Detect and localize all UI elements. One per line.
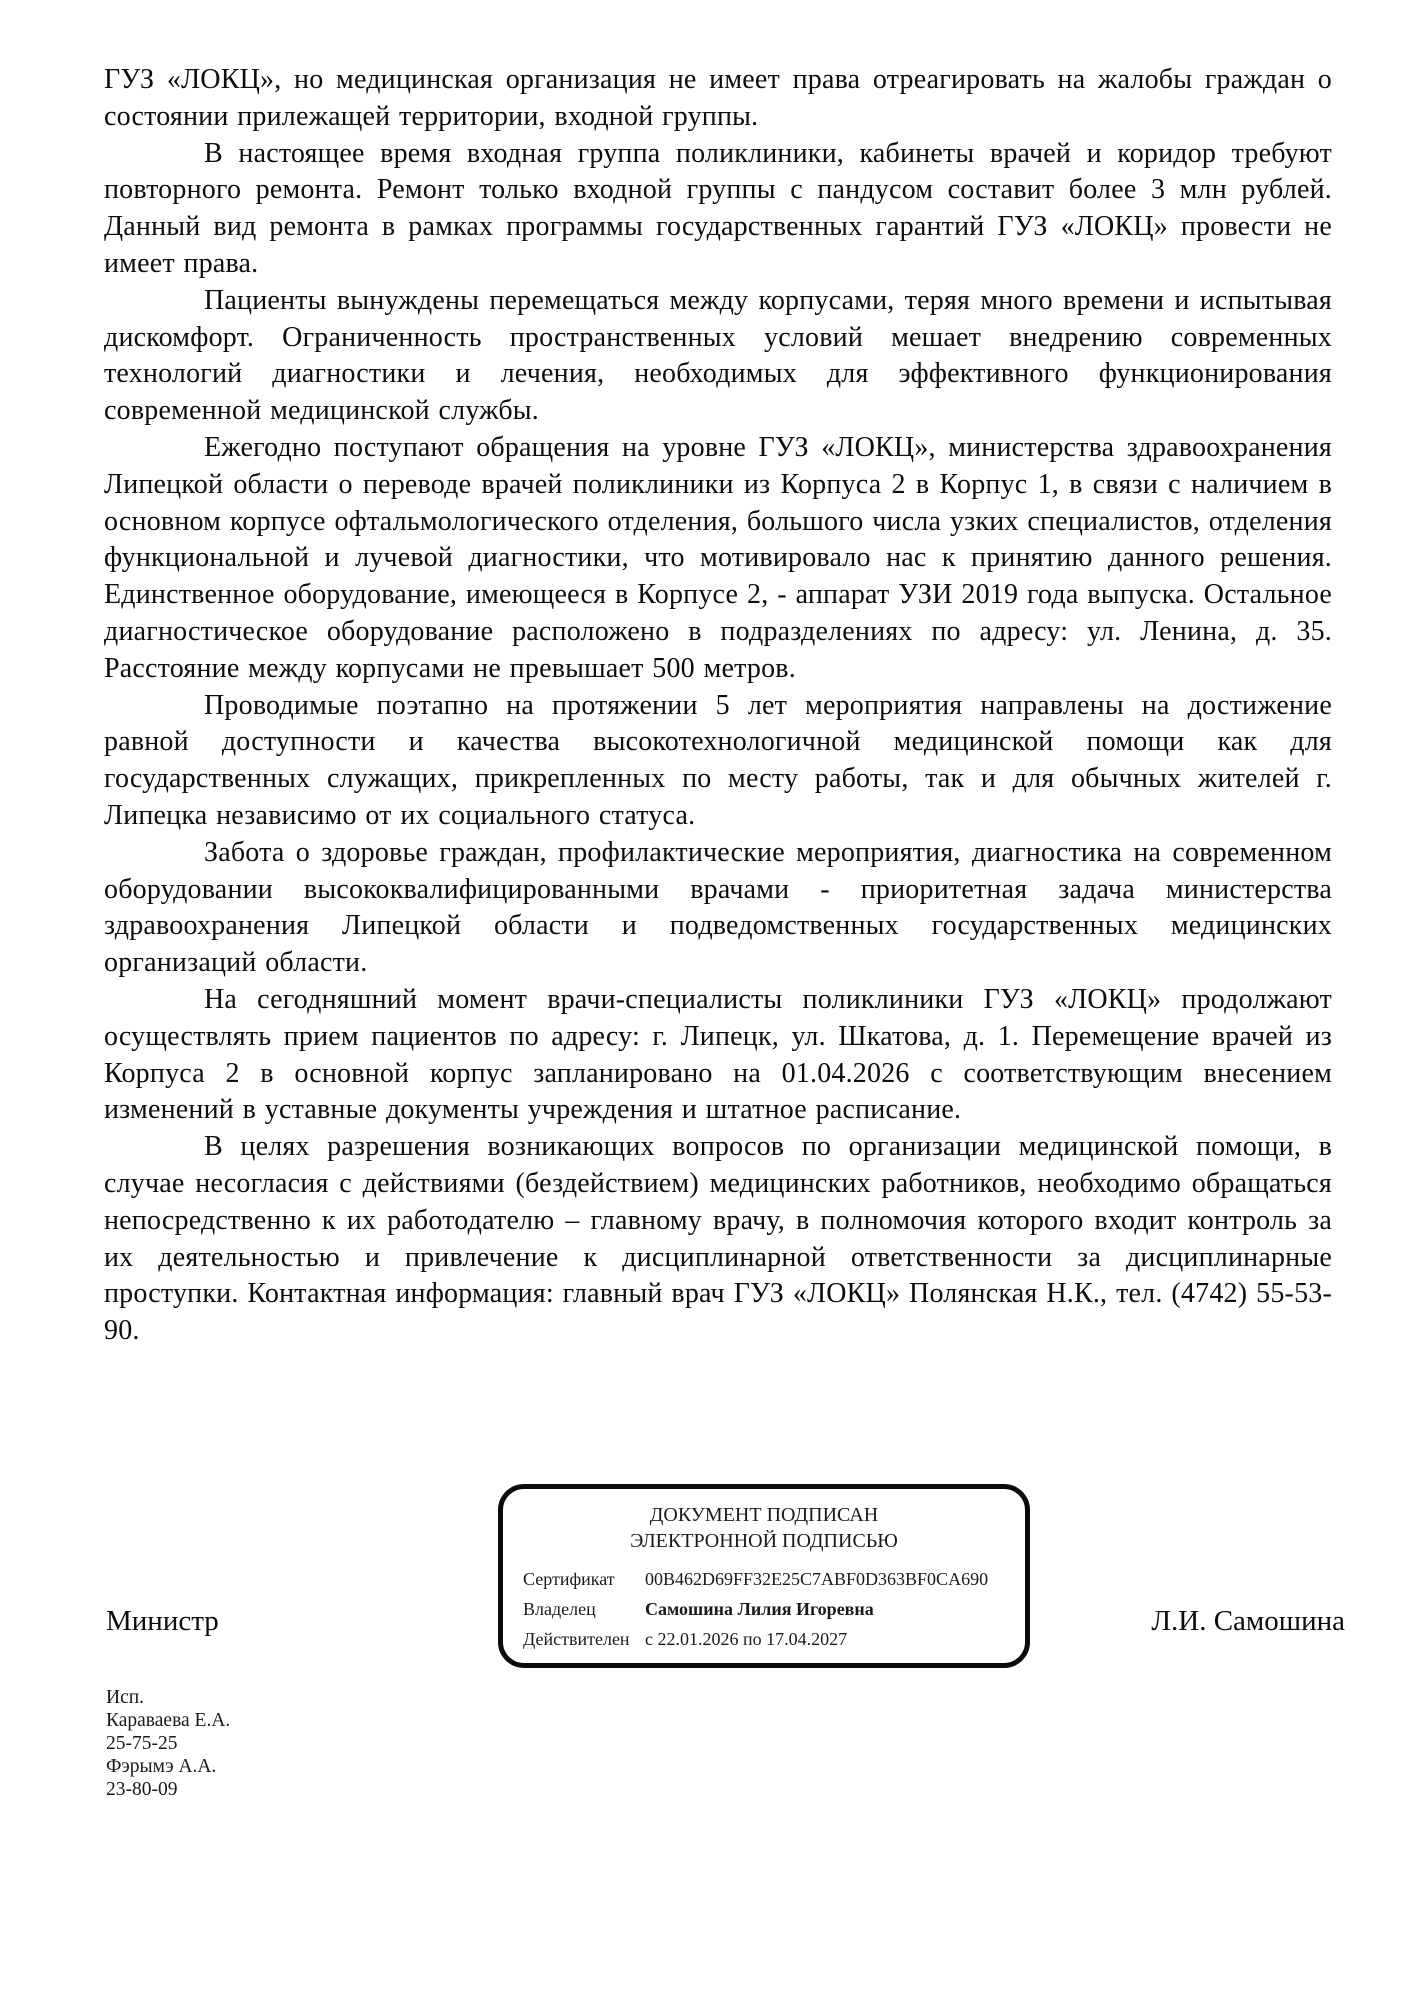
stamp-title bbox=[503, 1502, 1025, 1554]
stamp-validity-row bbox=[523, 1629, 1011, 1649]
executor-block bbox=[106, 1686, 230, 1801]
body-paragraph: Пациенты вынуждены перемещаться между корпусами, теряя много времени и испытывая дискомфорт. Ограниченность пространственных условий мешает внедрению современных технологий диагностики и лечения, необходимых для эффективного функционирования современной медицинской службы. bbox=[104, 284, 1332, 427]
body-paragraph: В целях разрешения возникающих вопросов по организации медицинской помощи, в случае несогласия с действиями (бездействием) медицинских работников, необходимо обращаться непосредственно к их работодателю – главному врачу, в полномочия которого входит контроль за их деятельностью и привлечение к дисциплинарной ответственности за дисциплинарные проступки. Контактная информация: главный врач ГУЗ «ЛОКЦ» Полянская Н.К., тел. (4742) 55-53-90. bbox=[104, 1131, 1332, 1347]
stamp-details bbox=[523, 1569, 1011, 1649]
executor-name: Фэрымэ А.А. bbox=[106, 1756, 217, 1777]
stamp-certificate-label: Сертификат bbox=[523, 1569, 615, 1589]
stamp-title-line2: ЭЛЕКТРОННОЙ ПОДПИСЬЮ bbox=[630, 1530, 898, 1552]
executor-phone: 23-80-09 bbox=[106, 1779, 178, 1800]
body-paragraph: ГУЗ «ЛОКЦ», но медицинская организация не имеет права отреагировать на жалобы граждан о состоянии прилежащей территории, входной группы. bbox=[104, 64, 1332, 132]
stamp-validity-label: Действителен bbox=[523, 1629, 630, 1649]
signer-position-label: Министр bbox=[106, 1605, 219, 1637]
executor-name: Караваева Е.А. bbox=[106, 1710, 231, 1731]
stamp-owner-value: Самошина Лилия Игоревна bbox=[645, 1599, 874, 1619]
signer-name: Л.И. Самошина bbox=[1151, 1605, 1345, 1637]
body-paragraph: Забота о здоровье граждан, профилактические мероприятия, диагностика на современном оборудовании высококвалифицированными врачами - приоритетная задача министерства здравоохранения Липецкой области и подведомственных государственных медицинских организаций области. bbox=[104, 836, 1332, 979]
body-paragraph: Ежегодно поступают обращения на уровне ГУЗ «ЛОКЦ», министерства здравоохранения Липецкой области о переводе врачей поликлиники из Корпуса 2 в Корпус 1, в связи с наличием в основном корпусе офтальмологического отделения, большого числа узких специалистов, отделения функциональной и лучевой диагностики, что мотивировало нас к принятию данного решения. Единственное оборудование, имеющееся в Корпусе 2, - аппарат УЗИ 2019 года выпуска. Остальное диагностическое оборудование расположено в подразделениях по адресу: ул. Ленина, д. 35. Расстояние между корпусами не превышает 500 метров. bbox=[104, 431, 1332, 684]
stamp-owner-label: Владелец bbox=[523, 1599, 596, 1619]
stamp-certificate-value: 00B462D69FF32E25C7ABF0D363BF0CA690 bbox=[645, 1569, 989, 1589]
executor-phone: 25-75-25 bbox=[106, 1733, 178, 1754]
stamp-certificate-row bbox=[523, 1569, 1011, 1589]
stamp-title-line1: ДОКУМЕНТ ПОДПИСАН bbox=[649, 1504, 879, 1526]
executor-label: Исп. bbox=[106, 1687, 145, 1708]
stamp-validity-value: с 22.01.2026 по 17.04.2027 bbox=[645, 1629, 848, 1649]
body-paragraph: В настоящее время входная группа поликлиники, кабинеты врачей и коридор требуют повторного ремонта. Ремонт только входной группы с пандусом составит более 3 млн рублей. Данный вид ремонта в рамках программы государственных гарантий ГУЗ «ЛОКЦ» провести не имеет права. bbox=[104, 137, 1332, 279]
electronic-signature-stamp bbox=[498, 1484, 1030, 1668]
letter-body bbox=[104, 62, 1332, 1350]
stamp-owner-row bbox=[523, 1599, 1011, 1619]
body-paragraph: На сегодняшний момент врачи-специалисты поликлиники ГУЗ «ЛОКЦ» продолжают осуществлять прием пациентов по адресу: г. Липецк, ул. Шкатова, д. 1. Перемещение врачей из Корпуса 2 в основной корпус запланировано на 01.04.2026 с соответствующим внесением изменений в уставные документы учреждения и штатное расписание. bbox=[104, 983, 1332, 1126]
body-paragraph: Проводимые поэтапно на протяжении 5 лет мероприятия направлены на достижение равной доступности и качества высокотехнологичной медицинской помощи как для государственных служащих, прикрепленных по месту работы, так и для обычных жителей г. Липецка независимо от их социального статуса. bbox=[104, 689, 1332, 831]
